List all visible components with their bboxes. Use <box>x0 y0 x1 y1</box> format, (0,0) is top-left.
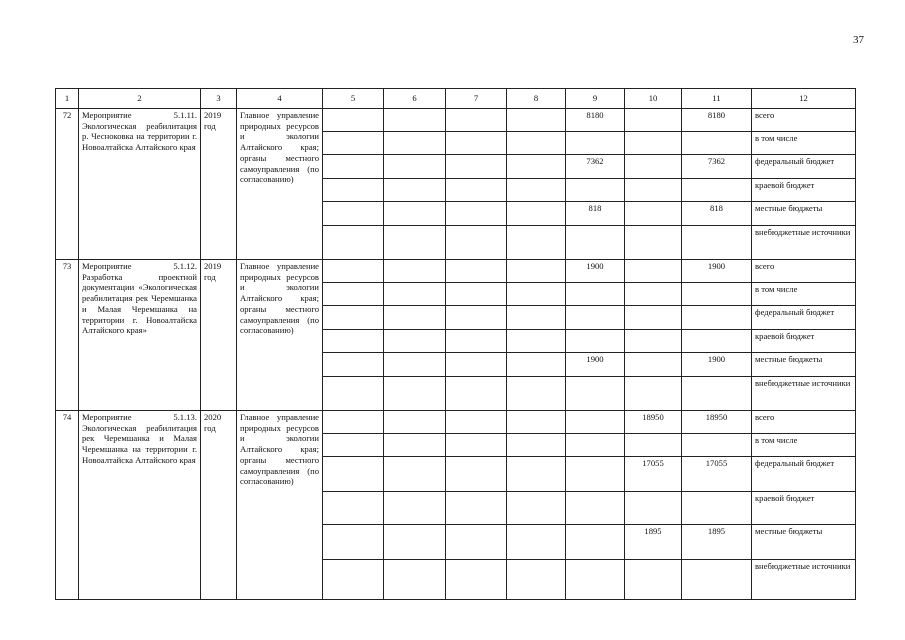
column-header: 1 <box>56 89 79 109</box>
empty-cell <box>446 109 507 132</box>
empty-cell <box>384 260 446 283</box>
funding-source: всего <box>752 109 856 132</box>
column-header: 4 <box>237 89 323 109</box>
empty-cell <box>507 132 566 155</box>
column-header: 8 <box>507 89 566 109</box>
empty-cell <box>323 260 384 283</box>
value-col-11: 818 <box>682 202 752 226</box>
empty-cell <box>507 179 566 202</box>
value-col-10 <box>625 260 682 283</box>
empty-cell <box>384 525 446 560</box>
table-body <box>56 109 856 600</box>
empty-cell <box>446 411 507 434</box>
value-col-11 <box>682 560 752 600</box>
value-col-11 <box>682 132 752 155</box>
value-col-11 <box>682 492 752 525</box>
empty-cell <box>384 226 446 260</box>
entry-description: Мероприятие 5.1.11. Экологическая реабилитация р. Чесноковка на территории г. Новоалтайска Алтайского края <box>79 109 201 260</box>
empty-cell <box>323 226 384 260</box>
value-col-11 <box>682 434 752 457</box>
column-header: 12 <box>752 89 856 109</box>
empty-cell <box>507 560 566 600</box>
value-col-11: 1895 <box>682 525 752 560</box>
entry-description: Мероприятие 5.1.13. Экологическая реабилитация рек Черемшанка и Малая Черемшанка на территории г. Новоалтайска Алтайского края <box>79 411 201 600</box>
value-col-11: 1900 <box>682 260 752 283</box>
value-col-9 <box>566 492 625 525</box>
page-number: 37 <box>853 34 864 46</box>
empty-cell <box>323 155 384 179</box>
value-col-9 <box>566 411 625 434</box>
empty-cell <box>446 377 507 411</box>
empty-cell <box>323 560 384 600</box>
column-header: 2 <box>79 89 201 109</box>
value-col-11: 17055 <box>682 457 752 492</box>
funding-source: внебюджетные источники <box>752 377 856 411</box>
value-col-10 <box>625 306 682 330</box>
value-col-10 <box>625 109 682 132</box>
column-header: 11 <box>682 89 752 109</box>
entry-year: 2019 год <box>201 260 237 411</box>
table-row <box>56 260 856 283</box>
empty-cell <box>507 525 566 560</box>
value-col-11 <box>682 179 752 202</box>
value-col-11: 8180 <box>682 109 752 132</box>
empty-cell <box>446 492 507 525</box>
empty-cell <box>507 202 566 226</box>
empty-cell <box>384 377 446 411</box>
funding-source: всего <box>752 260 856 283</box>
entry-description: Мероприятие 5.1.12. Разработка проектной документации «Экологическая реабилитация рек Черемшанка и Малая Черемшанка на территории г. Новоалтайска Алтайского края» <box>79 260 201 411</box>
value-col-9 <box>566 525 625 560</box>
empty-cell <box>507 434 566 457</box>
value-col-9 <box>566 434 625 457</box>
empty-cell <box>446 155 507 179</box>
empty-cell <box>446 525 507 560</box>
empty-cell <box>384 109 446 132</box>
funding-source: всего <box>752 411 856 434</box>
value-col-10 <box>625 330 682 353</box>
funding-source: местные бюджеты <box>752 353 856 377</box>
empty-cell <box>384 411 446 434</box>
empty-cell <box>446 179 507 202</box>
budget-table <box>55 88 856 600</box>
empty-cell <box>446 306 507 330</box>
entry-year: 2020 год <box>201 411 237 600</box>
empty-cell <box>323 202 384 226</box>
value-col-10 <box>625 179 682 202</box>
table-row <box>56 109 856 132</box>
value-col-10 <box>625 155 682 179</box>
table-row <box>56 411 856 434</box>
value-col-9 <box>566 132 625 155</box>
funding-source: местные бюджеты <box>752 202 856 226</box>
empty-cell <box>507 226 566 260</box>
funding-source: в том числе <box>752 132 856 155</box>
funding-source: в том числе <box>752 283 856 306</box>
column-header: 3 <box>201 89 237 109</box>
value-col-9 <box>566 330 625 353</box>
empty-cell <box>384 306 446 330</box>
value-col-10 <box>625 226 682 260</box>
empty-cell <box>323 457 384 492</box>
column-header: 6 <box>384 89 446 109</box>
column-header: 10 <box>625 89 682 109</box>
empty-cell <box>446 202 507 226</box>
empty-cell <box>507 411 566 434</box>
empty-cell <box>507 283 566 306</box>
entry-executor: Главное управление природных ресурсов и экологии Алтайского края; органы местного самоуправления (по согласованию) <box>237 260 323 411</box>
value-col-11 <box>682 226 752 260</box>
value-col-9: 1900 <box>566 260 625 283</box>
funding-source: краевой бюджет <box>752 330 856 353</box>
funding-source: внебюджетные источники <box>752 226 856 260</box>
empty-cell <box>507 155 566 179</box>
empty-cell <box>507 260 566 283</box>
entry-number: 73 <box>56 260 79 411</box>
empty-cell <box>323 353 384 377</box>
entry-executor: Главное управление природных ресурсов и экологии Алтайского края; органы местного самоуправления (по согласованию) <box>237 109 323 260</box>
empty-cell <box>323 330 384 353</box>
empty-cell <box>384 132 446 155</box>
empty-cell <box>507 109 566 132</box>
empty-cell <box>323 306 384 330</box>
empty-cell <box>384 560 446 600</box>
empty-cell <box>384 179 446 202</box>
entry-number: 74 <box>56 411 79 600</box>
empty-cell <box>384 434 446 457</box>
empty-cell <box>323 179 384 202</box>
value-col-10 <box>625 434 682 457</box>
value-col-9 <box>566 457 625 492</box>
value-col-11 <box>682 330 752 353</box>
value-col-11: 1900 <box>682 353 752 377</box>
value-col-10 <box>625 492 682 525</box>
empty-cell <box>507 330 566 353</box>
empty-cell <box>384 202 446 226</box>
empty-cell <box>384 353 446 377</box>
empty-cell <box>446 560 507 600</box>
funding-source: федеральный бюджет <box>752 155 856 179</box>
empty-cell <box>446 260 507 283</box>
value-col-11 <box>682 377 752 411</box>
column-header: 5 <box>323 89 384 109</box>
empty-cell <box>446 353 507 377</box>
funding-source: краевой бюджет <box>752 492 856 525</box>
empty-cell <box>323 377 384 411</box>
value-col-10 <box>625 283 682 306</box>
value-col-11: 7362 <box>682 155 752 179</box>
empty-cell <box>323 109 384 132</box>
empty-cell <box>507 306 566 330</box>
value-col-9 <box>566 283 625 306</box>
column-header: 7 <box>446 89 507 109</box>
value-col-9 <box>566 226 625 260</box>
funding-source: федеральный бюджет <box>752 457 856 492</box>
column-number-row <box>56 89 856 109</box>
empty-cell <box>384 283 446 306</box>
empty-cell <box>384 330 446 353</box>
funding-source: местные бюджеты <box>752 525 856 560</box>
empty-cell <box>507 457 566 492</box>
empty-cell <box>323 283 384 306</box>
empty-cell <box>507 377 566 411</box>
value-col-9: 1900 <box>566 353 625 377</box>
entry-number: 72 <box>56 109 79 260</box>
value-col-10 <box>625 560 682 600</box>
empty-cell <box>446 434 507 457</box>
entry-executor: Главное управление природных ресурсов и экологии Алтайского края; органы местного самоуправления (по согласованию) <box>237 411 323 600</box>
value-col-10: 17055 <box>625 457 682 492</box>
column-header: 9 <box>566 89 625 109</box>
empty-cell <box>446 457 507 492</box>
value-col-9 <box>566 306 625 330</box>
empty-cell <box>507 492 566 525</box>
value-col-10 <box>625 202 682 226</box>
funding-source: краевой бюджет <box>752 179 856 202</box>
empty-cell <box>384 155 446 179</box>
value-col-11 <box>682 283 752 306</box>
value-col-10 <box>625 353 682 377</box>
empty-cell <box>507 353 566 377</box>
value-col-9 <box>566 560 625 600</box>
empty-cell <box>446 283 507 306</box>
funding-source: в том числе <box>752 434 856 457</box>
funding-source: федеральный бюджет <box>752 306 856 330</box>
value-col-10: 18950 <box>625 411 682 434</box>
empty-cell <box>446 330 507 353</box>
empty-cell <box>323 492 384 525</box>
value-col-10 <box>625 132 682 155</box>
empty-cell <box>323 525 384 560</box>
value-col-10 <box>625 377 682 411</box>
empty-cell <box>323 434 384 457</box>
empty-cell <box>384 492 446 525</box>
value-col-10: 1895 <box>625 525 682 560</box>
empty-cell <box>323 132 384 155</box>
empty-cell <box>446 226 507 260</box>
funding-source: внебюджетные источники <box>752 560 856 600</box>
value-col-11: 18950 <box>682 411 752 434</box>
empty-cell <box>384 457 446 492</box>
empty-cell <box>323 411 384 434</box>
value-col-9: 7362 <box>566 155 625 179</box>
empty-cell <box>446 132 507 155</box>
value-col-9 <box>566 179 625 202</box>
value-col-9: 818 <box>566 202 625 226</box>
value-col-9 <box>566 377 625 411</box>
entry-year: 2019 год <box>201 109 237 260</box>
value-col-11 <box>682 306 752 330</box>
value-col-9: 8180 <box>566 109 625 132</box>
